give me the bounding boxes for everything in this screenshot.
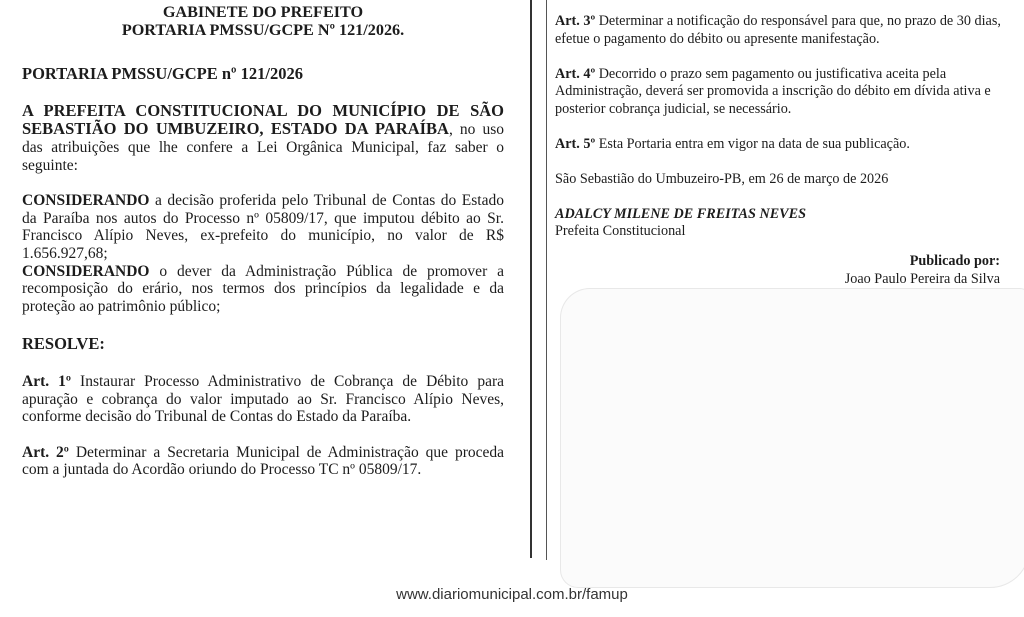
intro-rest: , no uso das atribuições que lhe confere a Lei Orgânica Municipal, faz saber o seguinte:: [22, 121, 504, 174]
art-1-text: Instaurar Processo Administrativo de Cobrança de Débito para apuração e cobrança do valor imputado ao Sr. Francisco Alípio Neves, conforme decisão do Tribunal de Contas do Estado da Paraíba.: [22, 372, 504, 426]
art-5-label: Art. 5º: [555, 135, 596, 152]
considerando-2-text: o dever da Administração Pública de promover a recomposição do erário, nos termos dos princípios da legalidade e da proteção ao patrimônio público;: [22, 262, 504, 315]
art-3-label: Art. 3º: [555, 13, 596, 29]
art-1: [22, 373, 504, 426]
signer-role: Prefeita Constitucional: [555, 223, 686, 240]
art-5-text: Esta Portaria entra em vigor na data de sua publicação.: [595, 135, 910, 152]
art-4: [555, 66, 1005, 119]
art-2: [22, 444, 504, 479]
signer-name: ADALCY MILENE DE FREITAS NEVES: [555, 205, 806, 222]
considerando-2: [22, 263, 504, 316]
header-line-1: GABINETE DO PREFEITO: [162, 3, 364, 21]
art-3-text: Determinar a notificação do responsável para que, no prazo de 30 dias, efetue o pagamento do débito ou apresente manifestação.: [555, 13, 1001, 47]
intro-bold: A PREFEITA CONSTITUCIONAL DO MUNICÍPIO DE SÃO SEBASTIÃO DO UMBUZEIRO, ESTADO DA PARAÍBA: [22, 100, 504, 139]
published-by-name: Joao Paulo Pereira da Silva: [844, 271, 1000, 287]
considerando-2-label: CONSIDERANDO: [22, 262, 150, 280]
redacted-area: [560, 288, 1024, 588]
considerando-1-text: a decisão proferida pelo Tribunal de Contas do Estado da Paraíba nos autos do Processo nº 05809/17, que imputou débito ao Sr. Francisco Alípio Neves, ex-prefeito do município, no valor de R$ 1.656.927,68;: [22, 192, 504, 262]
column-divider: [530, 0, 532, 558]
art-2-text: Determinar a Secretaria Municipal de Administração que proceda com a juntada do Acordão oriundo do Processo TC nº 05809/17.: [22, 443, 504, 479]
footer-url[interactable]: www.diariomunicipal.com.br/famup: [396, 586, 628, 603]
art-1-label: Art. 1º: [22, 372, 72, 390]
portaria-title: PORTARIA PMSSU/GCPE nº 121/2026: [22, 64, 303, 84]
header-line-2: PORTARIA PMSSU/GCPE Nº 121/2026.: [121, 20, 405, 39]
art-4-label: Art. 4º: [555, 65, 596, 82]
art-2-label: Art. 2º: [22, 443, 69, 461]
published-by-label: Publicado por:: [909, 253, 1000, 269]
left-column: [22, 4, 504, 479]
art-3: [555, 13, 1005, 49]
art-4-text: Decorrido o prazo sem pagamento ou justificativa aceita pela Administração, deverá ser promovida a inscrição do débito em dívida ativa e posterior cobrança judicial, se necessário.: [555, 65, 991, 118]
considerando-1: [22, 192, 504, 262]
art-5: [555, 136, 1005, 154]
resolve-heading: RESOLVE:: [22, 334, 105, 354]
considerando-1-label: CONSIDERANDO: [22, 192, 150, 210]
right-column: [555, 13, 1005, 241]
column-divider-right: [546, 0, 547, 560]
intro-paragraph: [22, 102, 504, 174]
place-date: São Sebastião do Umbuzeiro-PB, em 26 de março de 2026: [555, 170, 889, 187]
